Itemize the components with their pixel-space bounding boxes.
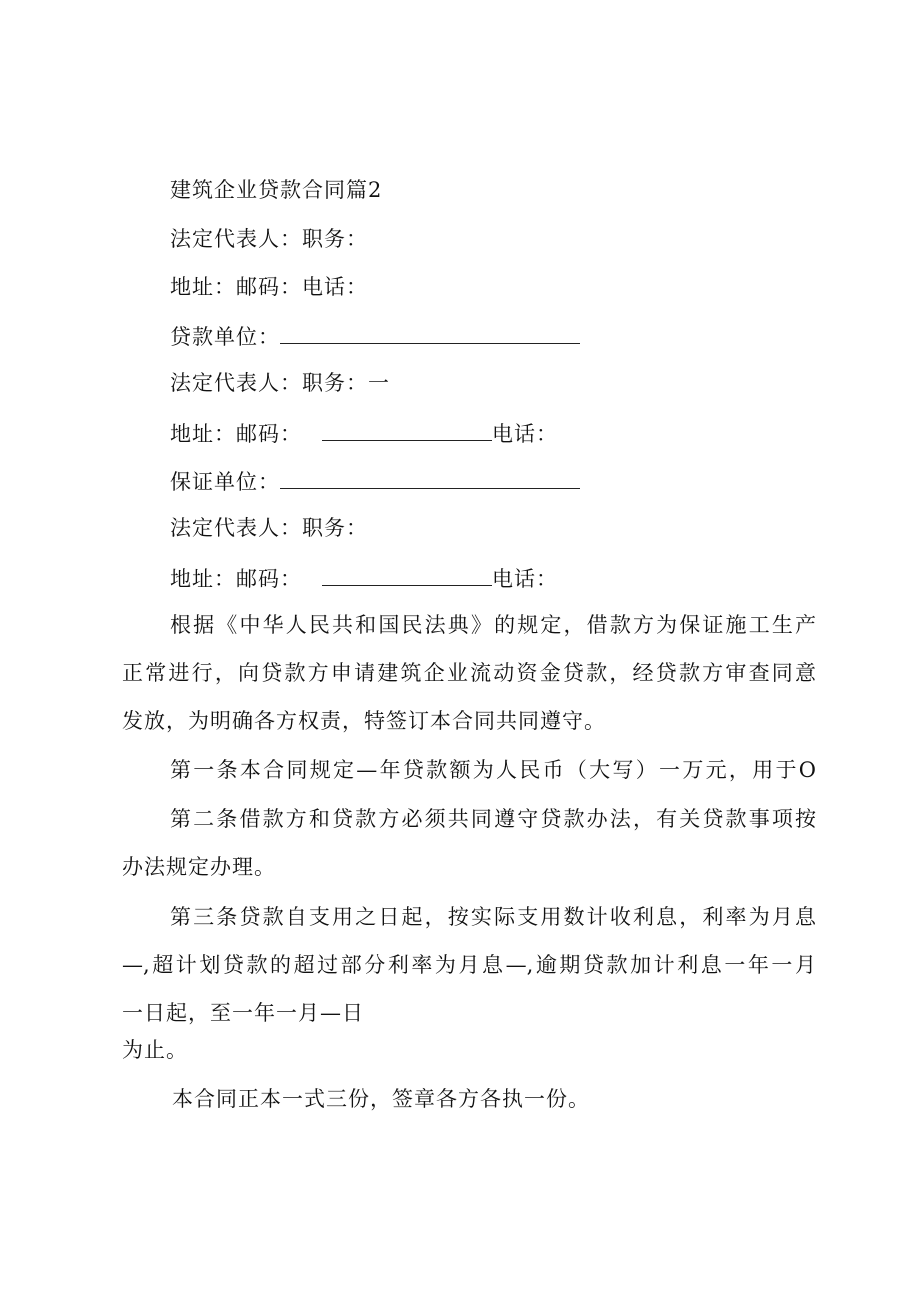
lender-unit-blank [280,325,580,344]
closing-clause: 本合同正本一式三份，签章各方各执一份。 [172,1087,590,1111]
article-2-line-1: 第二条借款方和贷款方必须共同遵守贷款办法，有关贷款事项按 [170,807,816,831]
guarantor-unit-label: 保证单位： [170,470,280,494]
lender-address-line [170,422,558,445]
document-title: 建筑企业贷款合同篇2 [170,178,383,202]
lender-unit-label: 贷款单位： [170,325,280,349]
article-3-line-4: 为止。 [122,1038,188,1062]
guarantor-postcode-blank [322,567,492,586]
article-3-line-2: —,超计划贷款的超过部分利率为月息—,逾期贷款加计利息一年一月 [122,953,816,977]
borrower-address-line: 地址：邮码：电话： [170,275,368,299]
lender-postcode-blank [322,422,492,441]
guarantor-address-label: 地址：邮码： [170,567,302,591]
article-3-line-3: 一日起，至一年一月—日 [122,1001,364,1025]
article-3-line-1: 第三条贷款自支用之日起，按实际支用数计收利息，利率为月息 [170,905,816,929]
lender-phone-label: 电话： [492,422,558,446]
lender-representative-line: 法定代表人：职务：一 [170,371,390,395]
borrower-representative-line: 法定代表人：职务： [170,227,368,251]
guarantor-unit-blank [280,470,580,489]
guarantor-address-line [170,567,558,590]
guarantor-unit-line [170,470,580,493]
preamble-line-1: 根据《中华人民共和国民法典》的规定，借款方为保证施工生产 [170,613,816,637]
guarantor-representative-line: 法定代表人：职务： [170,516,368,540]
article-1: 第一条本合同规定—年贷款额为人民币（大写）一万元，用于O [170,758,816,782]
preamble-line-2: 正常进行，向贷款方申请建筑企业流动资金贷款，经贷款方审查同意 [122,661,816,685]
lender-unit-line [170,325,580,348]
preamble-line-3: 发放，为明确各方权责，特签订本合同共同遵守。 [122,709,606,733]
article-2-line-2: 办法规定办理。 [122,855,276,879]
guarantor-phone-label: 电话： [492,567,558,591]
lender-address-label: 地址：邮码： [170,422,302,446]
